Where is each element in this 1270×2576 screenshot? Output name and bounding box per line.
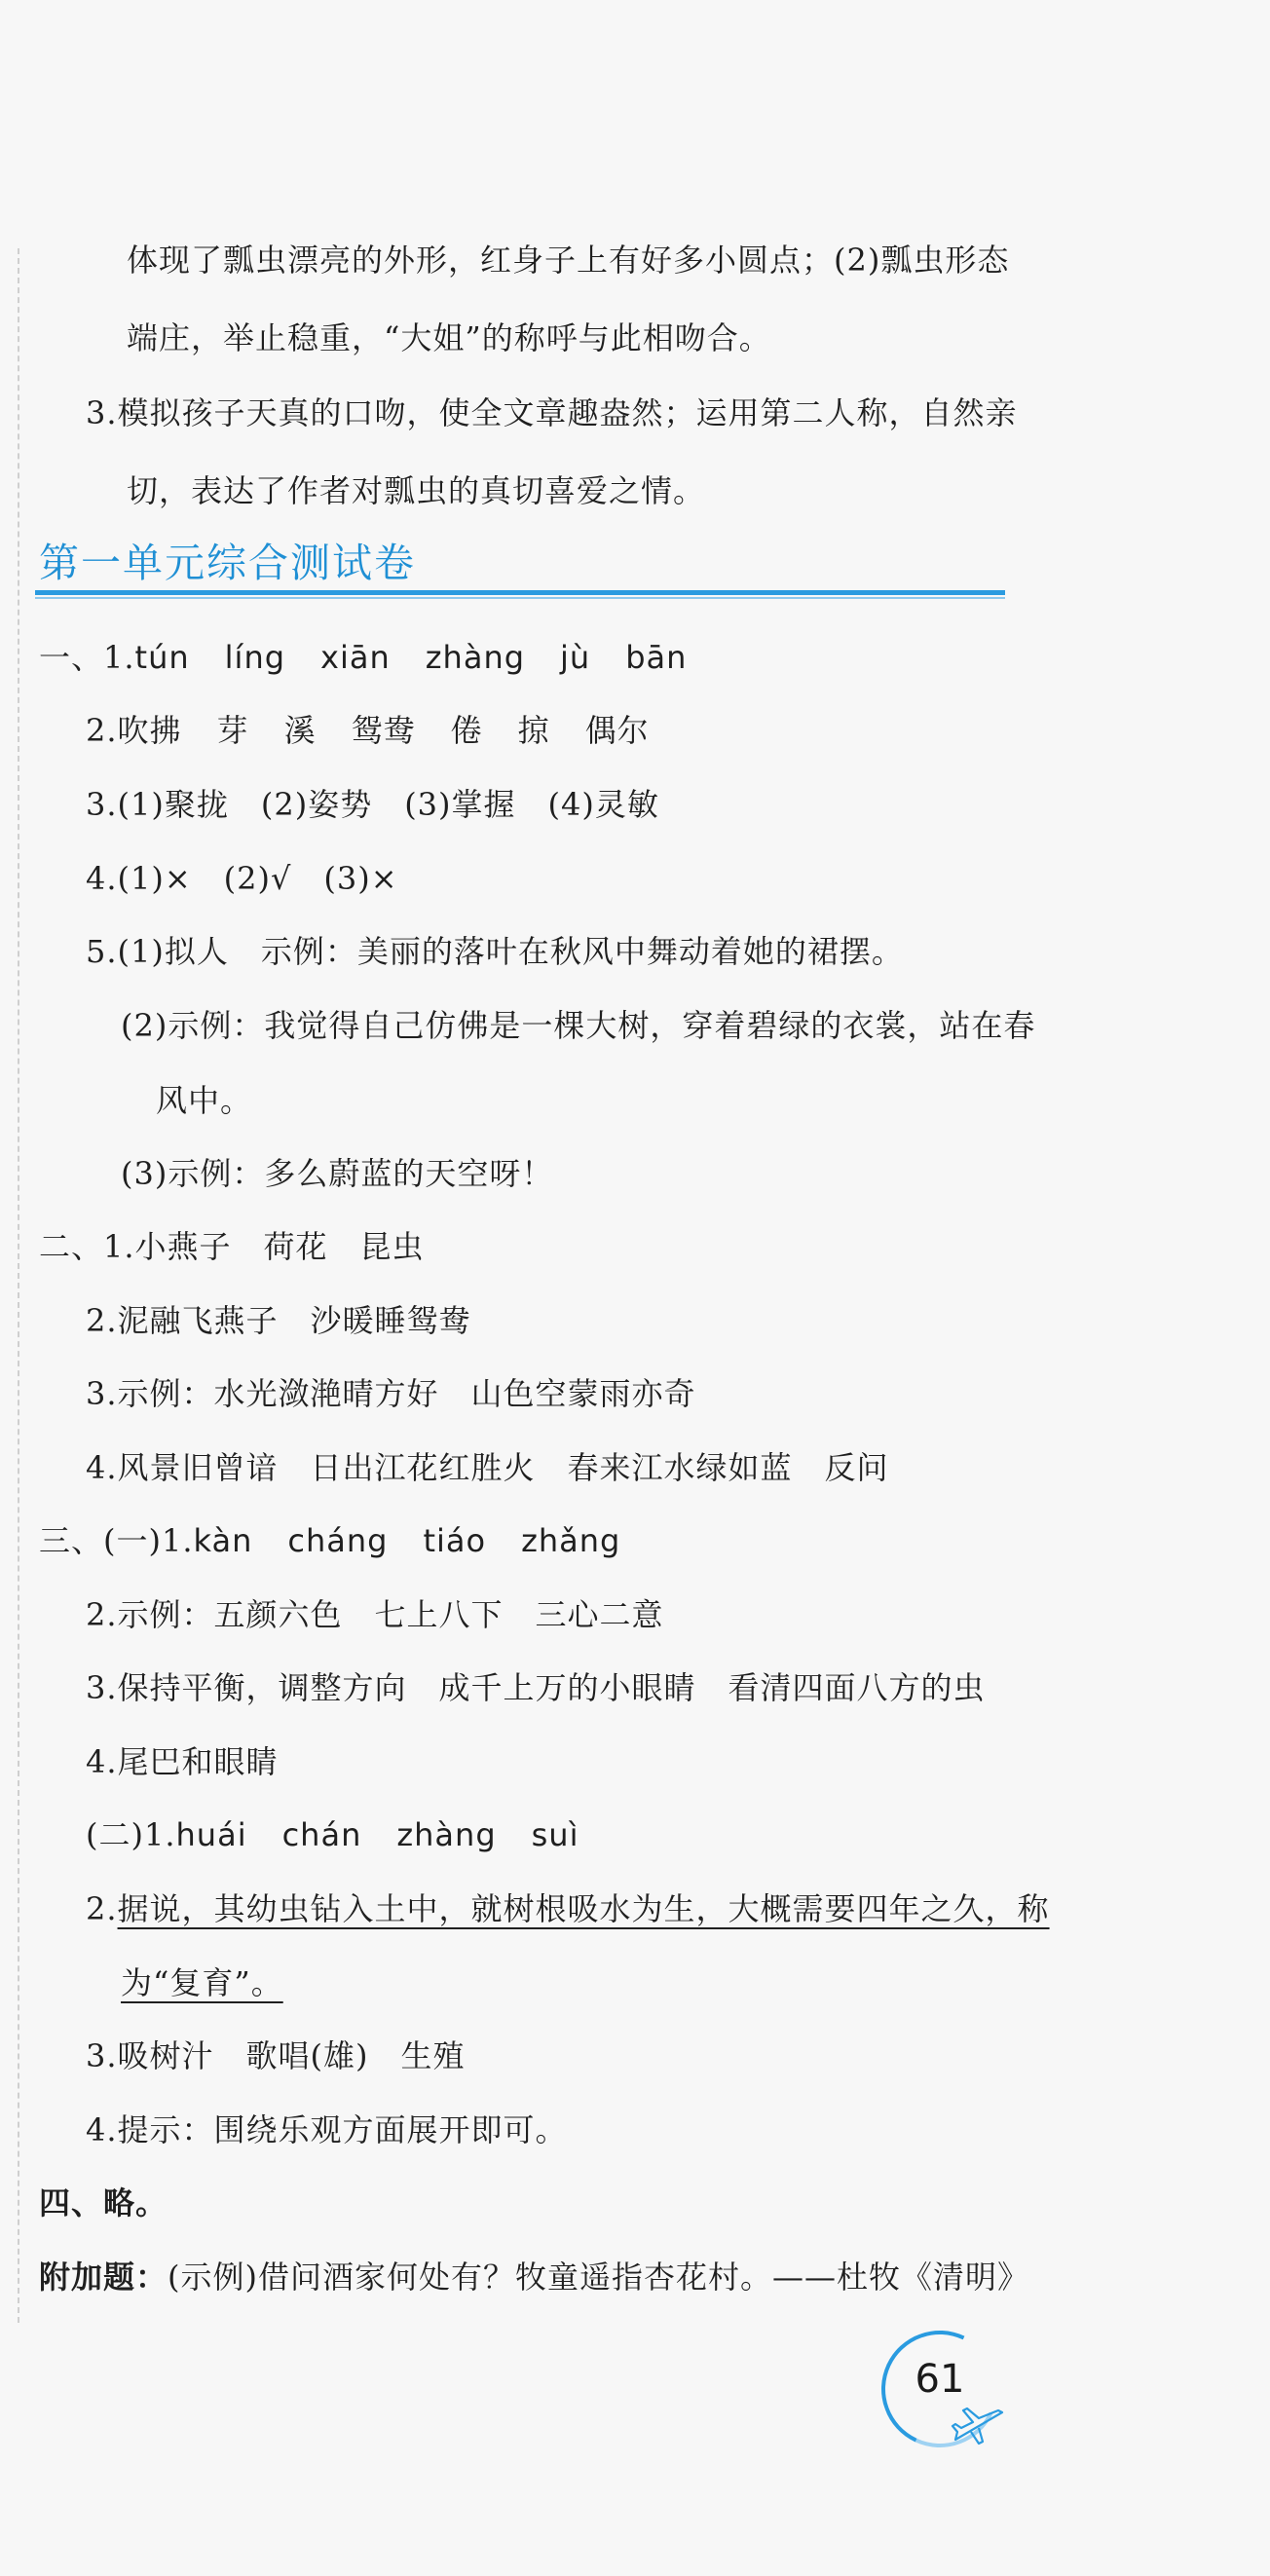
part1-q1: [39, 638, 687, 677]
pinyin: líng: [224, 639, 286, 676]
pinyin: zhǎng: [521, 1522, 621, 1559]
answer-word: 偶尔: [584, 712, 650, 749]
pinyin: bān: [625, 639, 688, 676]
pinyin: kàn: [193, 1522, 253, 1559]
pinyin: tún: [134, 639, 190, 676]
part1-q5-line-1: 5.(1)拟人 示例：美丽的落叶在秋风中舞动着她的裙摆。: [86, 933, 904, 970]
part3-sub2-q4: 4.提示：围绕乐观方面展开即可。: [86, 2111, 568, 2148]
bonus-question: [39, 2258, 1029, 2296]
part3-sub2-q2: [86, 1889, 1050, 1928]
prev-answer-line-1: 体现了瓢虫漂亮的外形，红身子上有好多小圆点；(2)瓢虫形态: [127, 242, 1010, 279]
pinyin: huái: [175, 1816, 247, 1853]
part3-q2: 2.示例：五颜六色 七上八下 三心二意: [86, 1596, 664, 1633]
answer-word: 溪: [283, 712, 317, 749]
prev-answer-line-4: 切，表达了作者对瓢虫的真切喜爱之情。: [127, 472, 706, 509]
part2-q4: 4.风景旧曾谙 日出江花红胜火 春来江水绿如蓝 反问: [86, 1449, 889, 1486]
answer-word: 鸳鸯: [351, 712, 416, 749]
q-prefix: 三、(一)1.: [39, 1522, 194, 1559]
pinyin: cháng: [287, 1522, 389, 1559]
part3-q3: 3.保持平衡，调整方向 成千上万的小眼睛 看清四面八方的虫: [86, 1669, 986, 1706]
pinyin: suì: [531, 1816, 579, 1853]
pinyin: zhàng: [396, 1816, 497, 1853]
pinyin: xiān: [320, 639, 391, 676]
q-prefix: 2.: [86, 1890, 118, 1927]
pinyin: jù: [560, 639, 591, 676]
prev-answer-line-3: 3.模拟孩子天真的口吻，使全文章趣盎然；运用第二人称，自然亲: [86, 394, 1018, 431]
pinyin: chán: [281, 1816, 362, 1853]
part1-q5-line-4: (3)示例：多么蔚蓝的天空呀！: [121, 1155, 554, 1192]
pinyin: zhàng: [425, 639, 526, 676]
part3-sub2-q1: [86, 1815, 579, 1854]
part1-q2: [86, 711, 650, 750]
airplane-icon: [950, 2403, 1008, 2451]
part1-q5-line-2: (2)示例：我觉得自己仿佛是一棵大树，穿着碧绿的衣裳，站在春: [121, 1007, 1036, 1044]
part3-sub2-q2-cont: 为“复育”。: [121, 1964, 283, 2001]
part1-q4: 4.(1)× (2)√ (3)×: [86, 860, 398, 897]
part2-q3: 3.示例：水光潋滟晴方好 山色空蒙雨亦奇: [86, 1375, 696, 1412]
part2-q2: 2.泥融飞燕子 沙暖睡鸳鸯: [86, 1302, 471, 1339]
page-number: 61: [915, 2357, 965, 2402]
part1-q3: 3.(1)聚拢 (2)姿势 (3)掌握 (4)灵敏: [86, 786, 659, 823]
pinyin: tiáo: [423, 1522, 487, 1559]
part1-q5-line-3: 风中。: [156, 1082, 253, 1119]
q-prefix: (二)1.: [86, 1816, 176, 1853]
heading-underline-thin: [35, 597, 1005, 599]
section-heading: 第一单元综合测试卷: [39, 540, 416, 586]
underlined-answer: 据说，其幼虫钻入土中，就树根吸水为生，大概需要四年之久，称: [117, 1890, 1050, 1927]
part3-q1: [39, 1521, 620, 1560]
answer-word: 倦: [450, 712, 483, 749]
heading-underline: [35, 590, 1005, 595]
q-prefix: 2.: [86, 712, 118, 749]
answer-word: 芽: [216, 712, 249, 749]
answer-word: 掠: [517, 712, 550, 749]
part4: 四、略。: [39, 2184, 168, 2221]
binding-margin-line: [18, 248, 19, 2323]
part3-q4: 4.尾巴和眼睛: [86, 1743, 279, 1780]
answer-word: 吹拂: [117, 712, 182, 749]
prev-answer-line-2: 端庄，举止稳重，“大姐”的称呼与此相吻合。: [127, 319, 771, 356]
part2-q1: 二、1.小燕子 荷花 昆虫: [39, 1228, 425, 1265]
part3-sub2-q3: 3.吸树汁 歌唱(雄) 生殖: [86, 2037, 466, 2074]
q-prefix: 一、1.: [39, 639, 135, 676]
bonus-label: 附加题：: [39, 2259, 168, 2296]
bonus-answer: (示例)借问酒家何处有？牧童遥指杏花村。——杜牧《清明》: [168, 2259, 1029, 2296]
